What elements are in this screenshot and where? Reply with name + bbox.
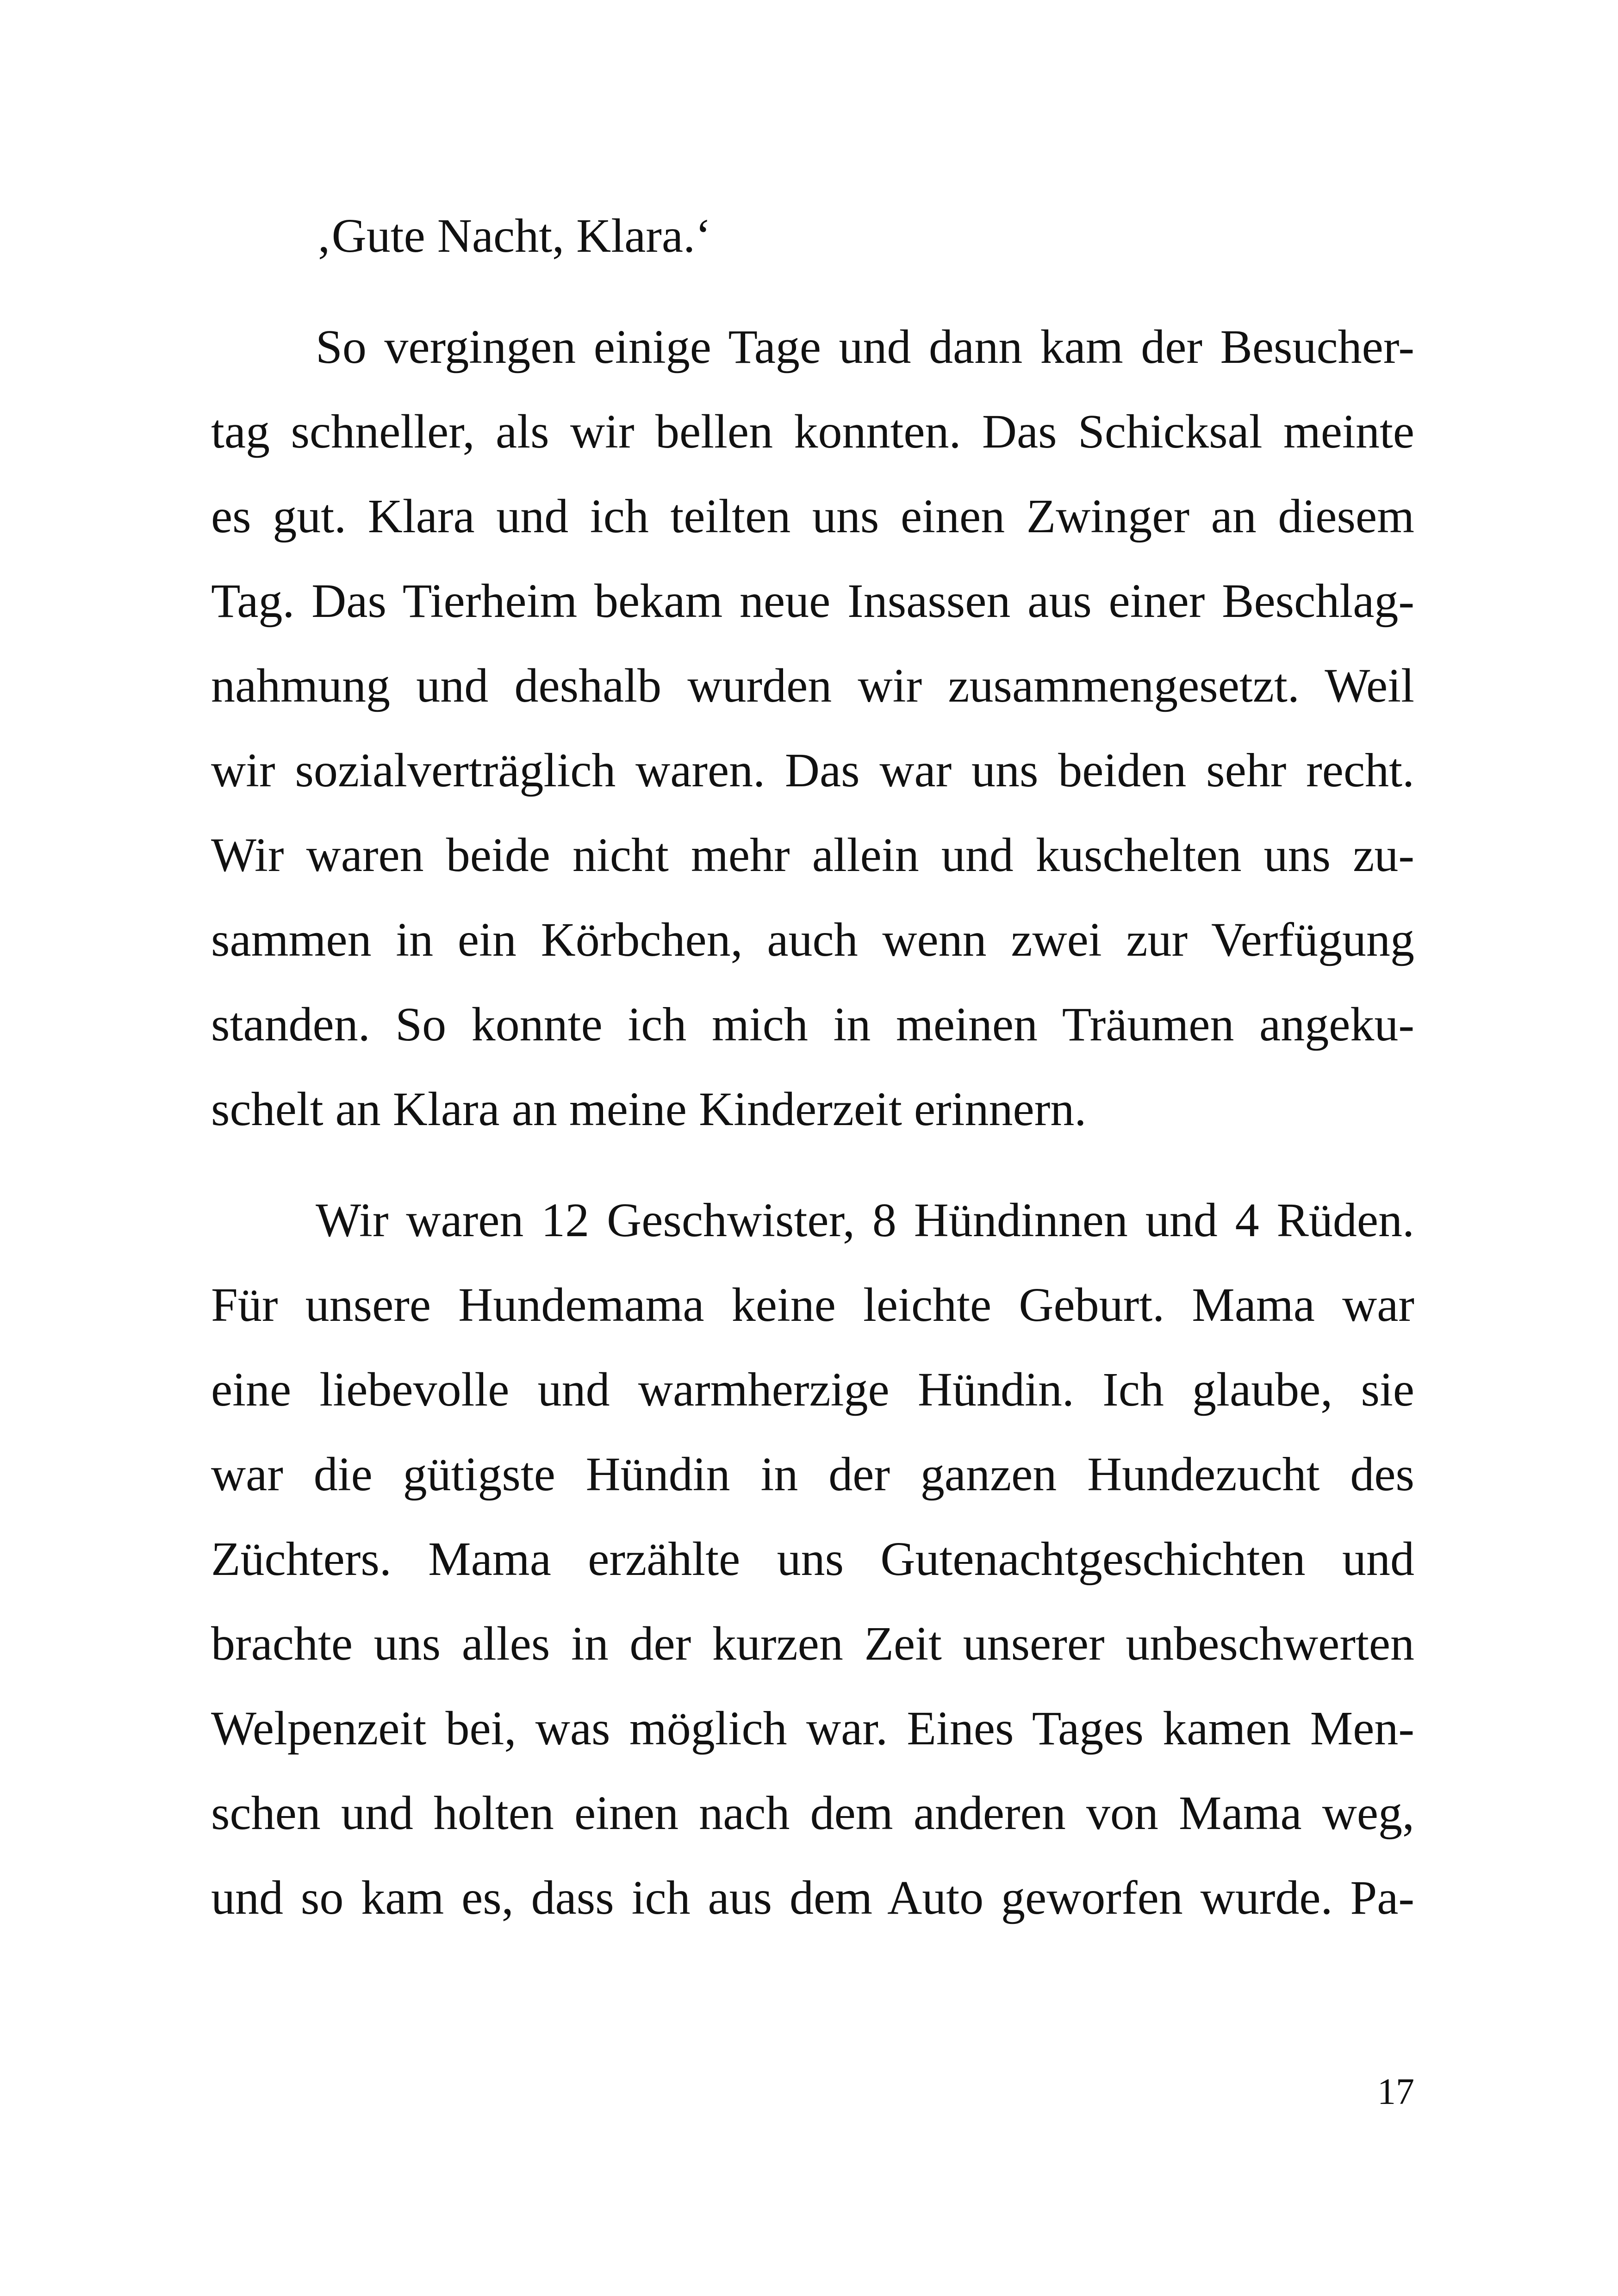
text-line: So vergingen einige Tage und dann kam der Besucher- — [316, 320, 1414, 373]
text-line: eine liebevolle und warmherzige Hündin. Ich glaube, sie — [211, 1363, 1414, 1416]
text-line: schelt an Klara an meine Kinderzeit erinnern. — [211, 1083, 1087, 1136]
text-line: tag schneller, als wir bellen konnten. Das Schicksal meinte — [211, 405, 1414, 458]
text-line: Welpenzeit bei, was möglich war. Eines Tages kamen Men- — [211, 1702, 1414, 1755]
text-line: sammen in ein Körbchen, auch wenn zwei zur Verfügung — [211, 913, 1414, 966]
text-line: und so kam es, dass ich aus dem Auto geworfen wurde. Pa- — [211, 1871, 1414, 1924]
text-line: Für unsere Hundemama keine leichte Geburt. Mama war — [211, 1278, 1414, 1332]
text-line: Wir waren 12 Geschwister, 8 Hündinnen und 4 Rüden. — [316, 1194, 1414, 1247]
text-line: brachte uns alles in der kurzen Zeit unserer unbeschwerten — [211, 1617, 1414, 1670]
text-line: Züchters. Mama erzählte uns Gutenachtgeschichten und — [211, 1532, 1414, 1586]
text-line: Tag. Das Tierheim bekam neue Insassen aus einer Beschlag- — [211, 574, 1414, 628]
text-line: war die gütigste Hündin in der ganzen Hundezucht des — [211, 1448, 1414, 1501]
text-line: nahmung und deshalb wurden wir zusammengesetzt. Weil — [211, 659, 1414, 712]
text-line: ‚Gute Nacht, Klara.‘ — [316, 209, 711, 262]
text-line: Wir waren beide nicht mehr allein und kuschelten uns zu- — [211, 828, 1414, 882]
text-line: schen und holten einen nach dem anderen von Mama weg, — [211, 1786, 1414, 1840]
text-line: standen. So konnte ich mich in meinen Träumen angeku- — [211, 998, 1414, 1051]
page-number: 17 — [1377, 2072, 1414, 2112]
text-line: wir sozialverträglich waren. Das war uns beiden sehr recht. — [211, 744, 1414, 797]
text-line: es gut. Klara und ich teilten uns einen Zwinger an diesem — [211, 490, 1414, 543]
